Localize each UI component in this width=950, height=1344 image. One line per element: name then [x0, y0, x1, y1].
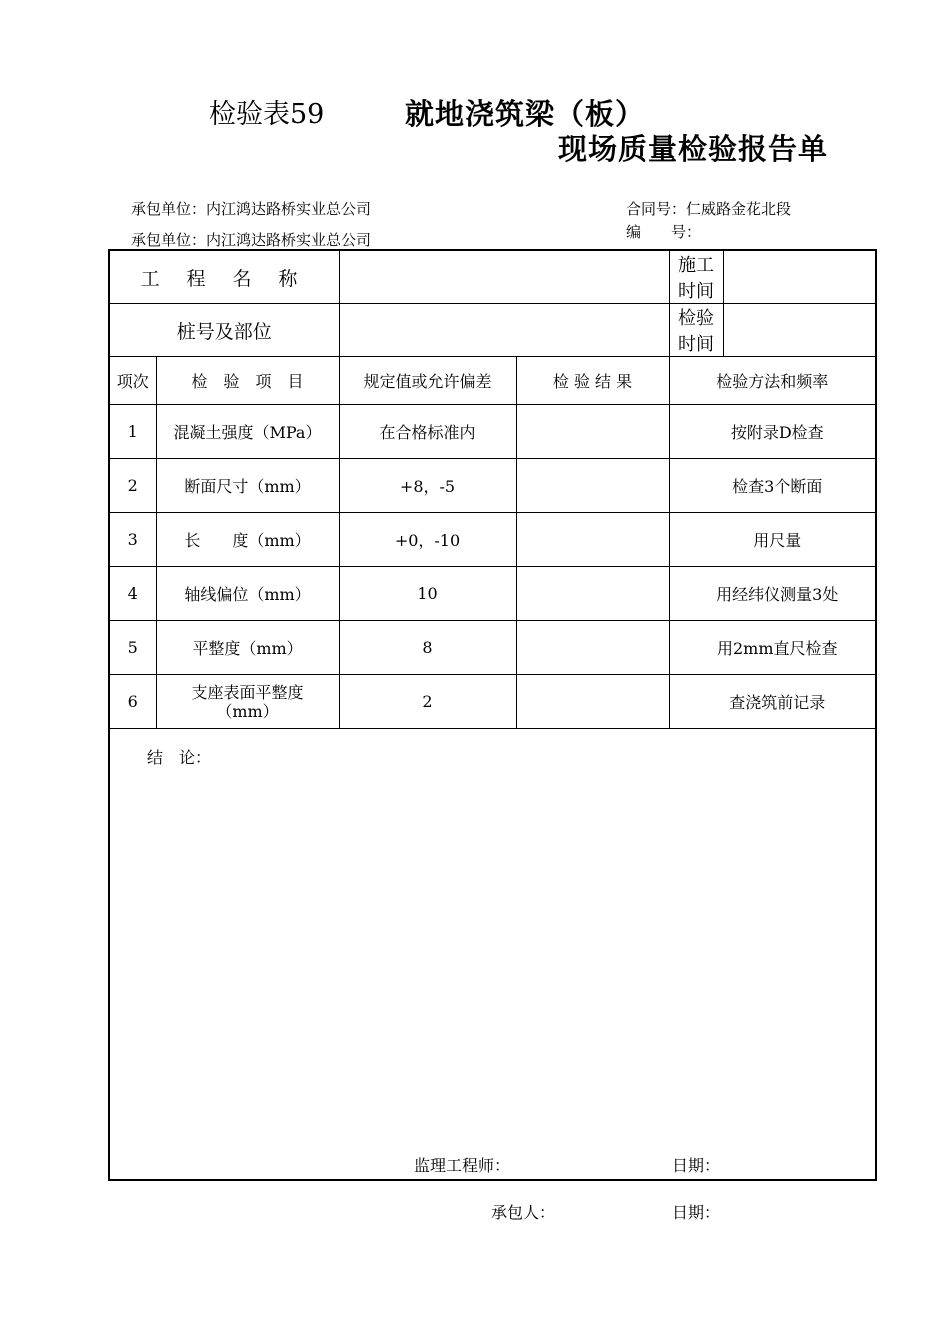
inspection-form [108, 249, 877, 1181]
header-method: 检验方法和频率 [669, 357, 875, 405]
row-spec: 2 [339, 675, 516, 729]
table-row [110, 459, 875, 513]
row-item: 断面尺寸（mm） [156, 459, 339, 513]
station-value[interactable] [339, 304, 669, 357]
inspection-table [110, 251, 875, 729]
row-result[interactable] [516, 405, 669, 459]
row-item: 支座表面平整度（mm） [156, 675, 339, 729]
contractor-unit-1: 承包单位：内江鸿达路桥实业总公司 [131, 200, 372, 218]
row-no: 4 [110, 567, 156, 621]
row-method: 用经纬仪测量3处 [669, 567, 875, 621]
header-no: 项次 [110, 357, 156, 405]
row-spec: 8 [339, 621, 516, 675]
serial-number: 编 号： [626, 223, 702, 241]
row-no: 1 [110, 405, 156, 459]
row-item: 长 度（mm） [156, 513, 339, 567]
row-item: 平整度（mm） [156, 621, 339, 675]
inspection-time-label: 检验时间 [669, 304, 723, 357]
supervisor-engineer-label: 监理工程师： [414, 1156, 511, 1175]
row-result[interactable] [516, 567, 669, 621]
row-result[interactable] [516, 675, 669, 729]
contractor-person-label: 承包人： [491, 1203, 556, 1222]
row-method: 用尺量 [669, 513, 875, 567]
supervisor-date-label: 日期： [672, 1156, 721, 1175]
row-no: 3 [110, 513, 156, 567]
project-name-label: 工 程 名 称 [110, 251, 339, 304]
row-method: 查浇筑前记录 [669, 675, 875, 729]
row-method: 按附录D检查 [669, 405, 875, 459]
conclusion-label: 结 论： [147, 748, 212, 767]
contract-number: 合同号：仁威路金花北段 [626, 200, 792, 218]
contractor-unit-2: 承包单位：内江鸿达路桥实业总公司 [131, 231, 372, 249]
row-no: 2 [110, 459, 156, 513]
row-item: 混凝土强度（MPa） [156, 405, 339, 459]
station-label: 桩号及部位 [110, 304, 339, 357]
form-code: 检验表59 [209, 99, 325, 130]
table-row [110, 621, 875, 675]
header-item: 检 验 项 目 [156, 357, 339, 405]
row-method: 检查3个断面 [669, 459, 875, 513]
construction-time-value[interactable] [723, 251, 875, 304]
table-row [110, 567, 875, 621]
row-spec: +0，-10 [339, 513, 516, 567]
construction-time-label: 施工时间 [669, 251, 723, 304]
title-line-1: 就地浇筑梁（板） [405, 97, 646, 131]
row-result[interactable] [516, 621, 669, 675]
table-row [110, 405, 875, 459]
row-item: 轴线偏位（mm） [156, 567, 339, 621]
header-result: 检 验 结 果 [516, 357, 669, 405]
inspection-time-value[interactable] [723, 304, 875, 357]
title-line-2: 现场质量检验报告单 [558, 132, 829, 166]
row-no: 6 [110, 675, 156, 729]
row-no: 5 [110, 621, 156, 675]
row-method: 用2mm直尺检查 [669, 621, 875, 675]
contractor-date-label: 日期： [672, 1203, 721, 1222]
header-spec: 规定值或允许偏差 [339, 357, 516, 405]
table-row [110, 513, 875, 567]
row-spec: +8，-5 [339, 459, 516, 513]
project-name-value[interactable] [339, 251, 669, 304]
table-row [110, 675, 875, 729]
row-result[interactable] [516, 459, 669, 513]
row-result[interactable] [516, 513, 669, 567]
row-spec: 在合格标准内 [339, 405, 516, 459]
row-spec: 10 [339, 567, 516, 621]
